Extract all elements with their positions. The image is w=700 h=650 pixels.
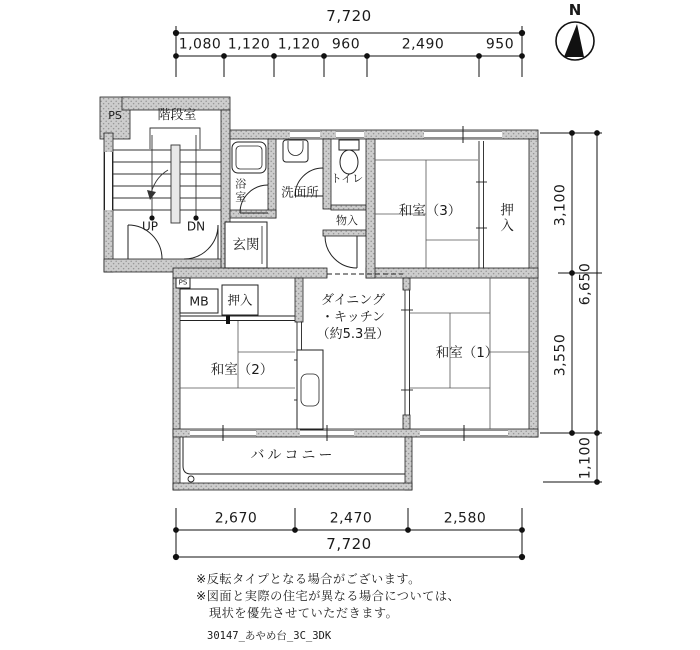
note-line1: ※反転タイプとなる場合がございます。 xyxy=(196,572,421,586)
wall-balcony-bottom xyxy=(173,483,412,490)
label-stairwell: 階段室 xyxy=(157,108,197,124)
kitchen-counter xyxy=(297,350,323,429)
label-washitsu2: 和室（2） xyxy=(210,361,274,378)
window-top-washitsu3 xyxy=(424,126,502,143)
label-dk-line3: （約5.3畳） xyxy=(316,327,390,343)
wall-toilet-storage xyxy=(331,205,366,210)
wall-middle-left xyxy=(173,268,327,278)
label-washroom: 洗面所 xyxy=(281,184,319,200)
label-closet-west: 押入 xyxy=(227,292,253,308)
dim-right-lower: 3,550 xyxy=(552,333,569,377)
door-dk-hall xyxy=(325,236,357,268)
dim-top-seg6: 950 xyxy=(485,36,515,53)
wall-bath-bottom xyxy=(230,210,276,218)
label-ps-small: PS xyxy=(178,278,188,287)
label-balcony: バルコニー xyxy=(250,447,336,464)
window-stair-left xyxy=(104,152,113,210)
label-entrance: 玄関 xyxy=(232,236,260,253)
washbasin xyxy=(283,140,308,162)
label-meter-box: MB xyxy=(189,293,209,309)
label-washitsu1: 和室（1） xyxy=(435,344,499,361)
dim-bottom-seg3: 2,580 xyxy=(443,510,487,527)
footer-code: 30147_あやめ台_3C_3DK xyxy=(207,630,332,642)
north-needle-icon xyxy=(564,24,584,57)
dim-bottom-total: 7,720 xyxy=(326,535,372,554)
note-line2: ※図面と実際の住宅が異なる場合については、 xyxy=(196,589,461,603)
label-down: DN xyxy=(186,219,206,234)
wall-balcony-right xyxy=(405,437,412,490)
dim-top-seg4: 960 xyxy=(331,36,361,53)
dim-bottom-seg1: 2,670 xyxy=(214,510,258,527)
window-top-washroom xyxy=(290,130,320,139)
dim-right-total: 6,650 xyxy=(577,262,594,306)
dim-right-upper: 3,100 xyxy=(552,183,569,227)
note-line3: 現状を優先させていただきます。 xyxy=(209,606,399,620)
dim-top-seg2: 1,120 xyxy=(227,36,271,53)
dim-top-total: 7,720 xyxy=(326,7,372,26)
wall-storage-bottom xyxy=(323,230,366,236)
dim-top-seg3: 1,120 xyxy=(277,36,321,53)
dim-top-seg1: 1,080 xyxy=(178,36,222,53)
wall-dk-washitsu1-top xyxy=(403,278,410,290)
bathtub xyxy=(232,142,266,173)
staircase xyxy=(113,128,221,223)
wall-washitsu2-dk xyxy=(295,278,303,322)
label-storage: 物入 xyxy=(336,214,358,228)
wall-toilet-washitsu3 xyxy=(366,139,375,278)
dim-right-balcony: 1,100 xyxy=(577,436,594,480)
wall-main-right xyxy=(529,139,538,437)
window-bottom-washitsu1 xyxy=(420,425,508,441)
label-washitsu3: 和室（3） xyxy=(398,202,462,219)
label-bath: 浴室 xyxy=(233,178,247,204)
label-toilet: トイレ xyxy=(330,172,364,186)
label-closet-north: 押入 xyxy=(497,202,514,234)
label-up: UP xyxy=(141,219,159,234)
window-bottom-washitsu2 xyxy=(190,425,256,441)
wall-dk-washitsu1-bottom xyxy=(403,415,410,429)
compass-north-label: N xyxy=(568,1,582,20)
wall-middle-right xyxy=(366,268,538,278)
window-top-toilet xyxy=(336,130,364,139)
wall-bath-washroom xyxy=(268,139,276,218)
label-ps-top: PS xyxy=(108,109,122,123)
sliding-dk-washitsu1 xyxy=(401,290,413,415)
stair-center-rail xyxy=(171,145,180,223)
label-dk-line1: ダイニング xyxy=(321,293,385,309)
dim-bottom-seg2: 2,470 xyxy=(329,510,373,527)
toilet xyxy=(339,140,359,174)
compass xyxy=(556,22,594,60)
label-dk-line2: ・キッチン xyxy=(320,310,386,326)
dim-top-seg5: 2,490 xyxy=(401,36,445,53)
wall-main-left xyxy=(173,278,180,490)
